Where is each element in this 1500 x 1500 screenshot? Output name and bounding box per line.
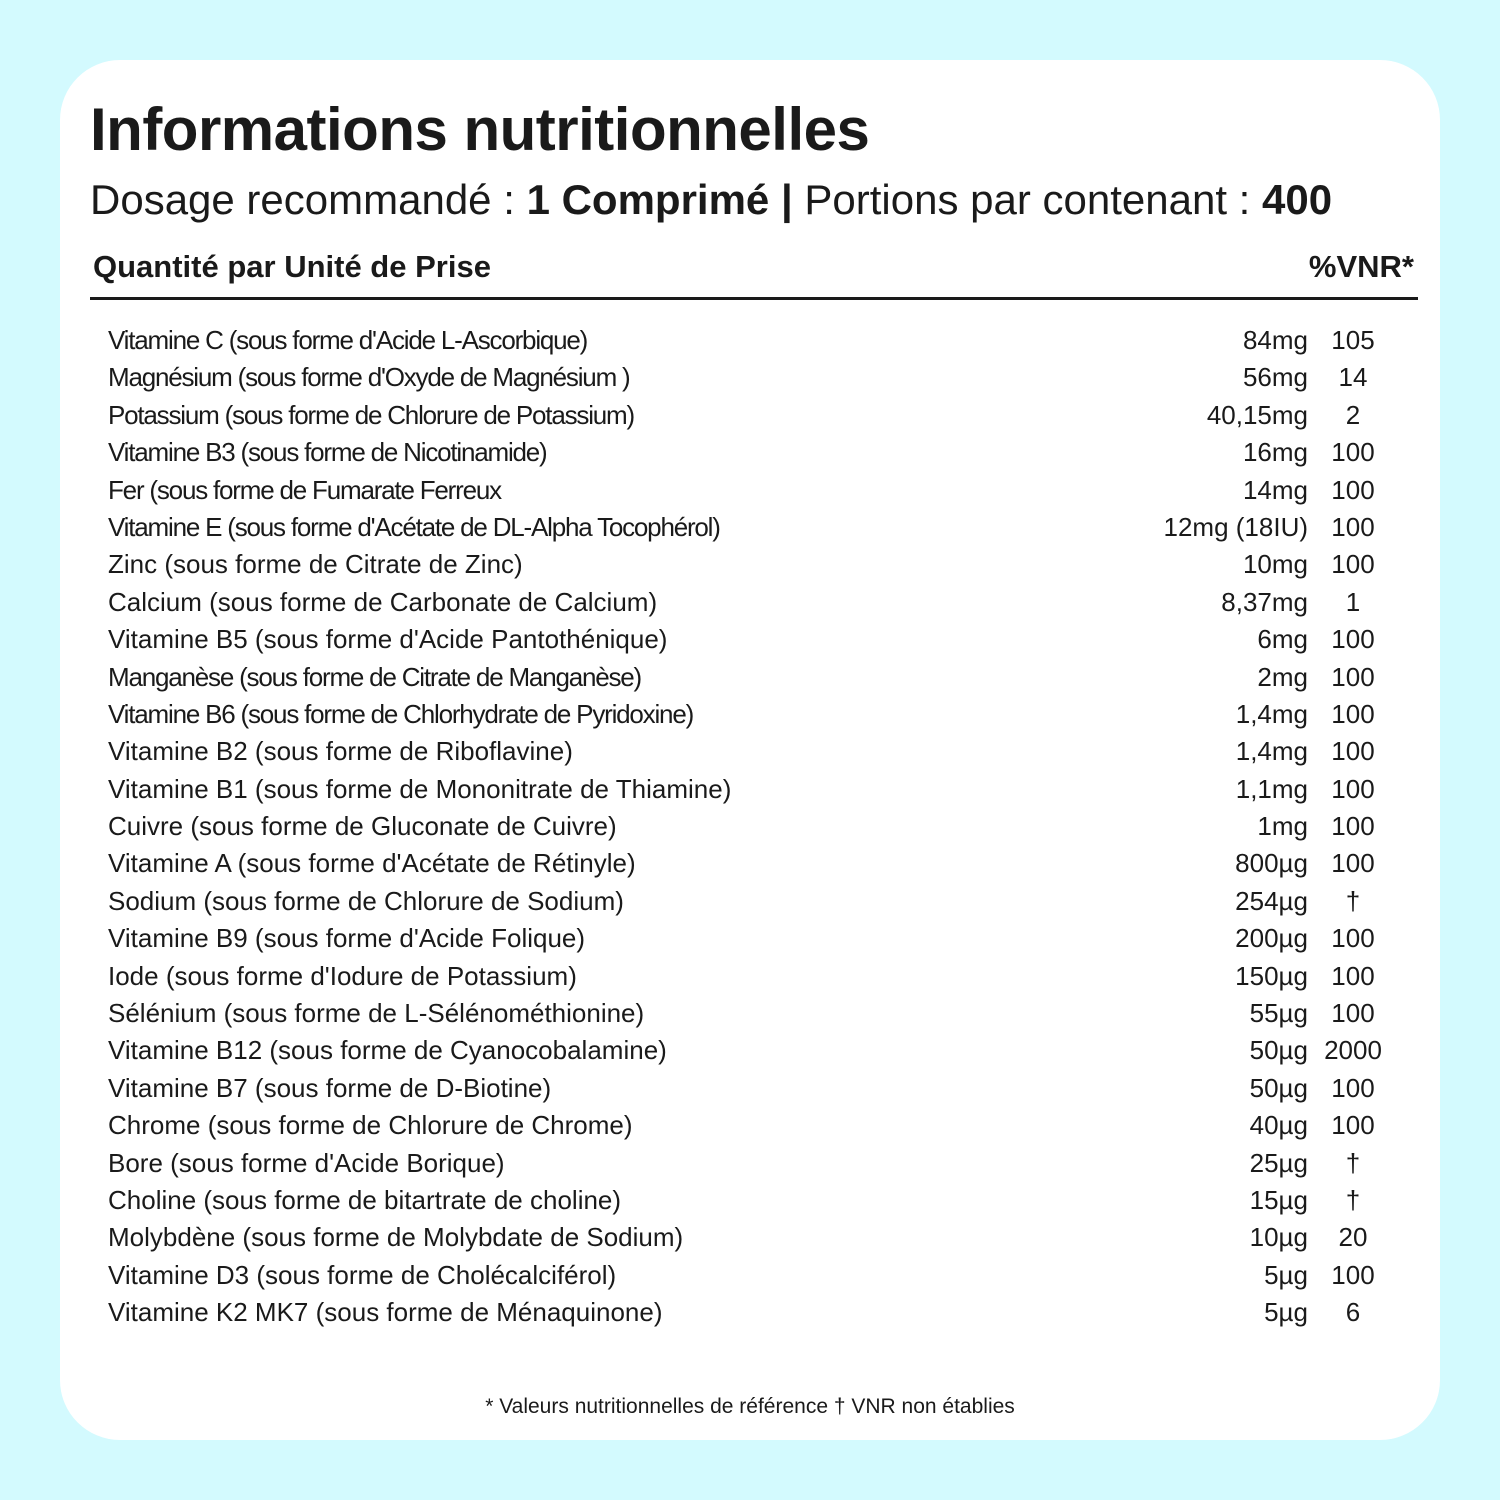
nutrient-amount: 6mg — [1257, 624, 1308, 655]
nutrient-name: Choline (sous forme de bitartrate de choline) — [108, 1184, 622, 1215]
nutrient-amount: 800µg — [1235, 848, 1308, 879]
nutrient-vnr: 1 — [1345, 586, 1361, 617]
nutrient-vnr: 105 — [1331, 325, 1375, 355]
table-row — [108, 1032, 1408, 1069]
table-row — [108, 546, 1408, 583]
nutrient-name: Vitamine B3 (sous forme de Nicotinamide) — [108, 437, 547, 468]
nutrient-name: Iode (sous forme d'Iodure de Potassium) — [108, 960, 577, 991]
nutrition-card — [60, 60, 1440, 1440]
portions-label: Portions par contenant : — [804, 176, 1263, 223]
table-row — [108, 1145, 1408, 1182]
nutrient-amount: 8,37mg — [1221, 586, 1308, 617]
nutrient-name: Molybdène (sous forme de Molybdate de Sodium) — [108, 1222, 684, 1253]
nutrient-amount: 56mg — [1242, 362, 1308, 393]
table-row — [108, 771, 1408, 808]
nutrient-amount: 5µg — [1264, 1297, 1308, 1328]
nutrient-name: Potassium (sous forme de Chlorure de Potassium) — [108, 399, 634, 430]
nutrient-name: Vitamine E (sous forme d'Acétate de DL-Alpha Tocophérol) — [108, 511, 720, 542]
nutrient-vnr: † — [1345, 885, 1361, 916]
nutrient-vnr: 100 — [1331, 474, 1375, 505]
nutrient-vnr: 2 — [1345, 399, 1361, 430]
nutrient-vnr: 100 — [1331, 624, 1375, 655]
nutrient-vnr: 100 — [1331, 661, 1375, 692]
table-row — [108, 1294, 1408, 1331]
nutrient-name: Vitamine K2 MK7 (sous forme de Ménaquinone) — [108, 1297, 663, 1328]
table-header — [90, 245, 1418, 300]
nutrient-name: Sodium (sous forme de Chlorure de Sodium) — [108, 885, 624, 916]
table-row — [108, 434, 1408, 471]
header-quantity: Quantité par Unité de Prise — [93, 249, 491, 284]
table-row — [108, 397, 1408, 434]
nutrient-vnr: 6 — [1345, 1297, 1361, 1328]
nutrient-vnr: † — [1345, 1184, 1361, 1215]
nutrient-amount: 150µg — [1235, 960, 1308, 991]
dosage-line — [90, 172, 1332, 228]
table-row — [108, 359, 1408, 396]
nutrient-name: Manganèse (sous forme de Citrate de Manganèse) — [108, 661, 642, 692]
nutrient-name: Cuivre (sous forme de Gluconate de Cuivre) — [108, 811, 617, 842]
nutrient-name: Vitamine B9 (sous forme d'Acide Folique) — [108, 923, 586, 954]
nutrient-name: Vitamine B12 (sous forme de Cyanocobalamine) — [108, 1035, 667, 1066]
nutrient-amount: 55µg — [1249, 998, 1308, 1029]
nutrient-vnr: 100 — [1331, 437, 1375, 468]
nutrient-amount: 1,4mg — [1235, 698, 1308, 729]
footnote: * Valeurs nutritionnelles de référence † VNR non établies — [485, 1395, 1015, 1418]
nutrient-name: Fer (sous forme de Fumarate Ferreux — [108, 474, 501, 505]
table-row — [108, 1219, 1408, 1256]
table-row — [108, 1257, 1408, 1294]
table-row — [108, 659, 1408, 696]
nutrient-amount: 40,15mg — [1206, 399, 1308, 430]
nutrient-amount: 1,1mg — [1235, 773, 1308, 804]
nutrient-amount: 84mg — [1242, 325, 1308, 355]
nutrient-name: Vitamine B2 (sous forme de Riboflavine) — [108, 736, 573, 767]
nutrient-name: Zinc (sous forme de Citrate de Zinc) — [108, 549, 523, 580]
portions-value: 400 — [1262, 176, 1333, 223]
nutrient-name: Bore (sous forme d'Acide Borique) — [108, 1147, 505, 1178]
nutrient-amount: 254µg — [1235, 885, 1308, 916]
nutrient-vnr: 100 — [1331, 1110, 1375, 1141]
table-row — [108, 584, 1408, 621]
nutrient-name: Vitamine A (sous forme d'Acétate de Rétinyle) — [108, 848, 636, 879]
nutrient-name: Magnésium (sous forme d'Oxyde de Magnésium ) — [108, 362, 630, 393]
nutrient-amount: 15µg — [1249, 1184, 1308, 1215]
nutrient-amount: 1,4mg — [1235, 736, 1308, 767]
nutrient-amount: 40µg — [1249, 1110, 1308, 1141]
nutrient-name: Calcium (sous forme de Carbonate de Calcium) — [108, 586, 658, 617]
table-row — [108, 1070, 1408, 1107]
nutrient-amount: 14mg — [1242, 474, 1308, 505]
header-vnr: %VNR* — [1308, 249, 1414, 284]
nutrient-amount: 5µg — [1264, 1259, 1308, 1290]
nutrient-vnr: 100 — [1331, 698, 1375, 729]
nutrient-amount: 1mg — [1257, 811, 1308, 842]
table-row — [108, 509, 1408, 546]
table-row — [108, 621, 1408, 658]
dosage-label: Dosage recommandé : — [90, 176, 527, 223]
dosage-separator: | — [769, 176, 805, 223]
nutrient-name: Vitamine B1 (sous forme de Mononitrate de Thiamine) — [108, 773, 732, 804]
nutrient-vnr: 100 — [1331, 773, 1375, 804]
table-row — [108, 958, 1408, 995]
page-title: Informations nutritionnelles — [90, 96, 870, 163]
nutrient-name: Chrome (sous forme de Chlorure de Chrome) — [108, 1110, 633, 1141]
nutrient-vnr: 2000 — [1324, 1035, 1382, 1066]
table-row — [108, 995, 1408, 1032]
nutrient-vnr: 100 — [1331, 511, 1375, 542]
nutrient-vnr: 14 — [1338, 362, 1368, 393]
nutrient-name: Vitamine B7 (sous forme de D-Biotine) — [108, 1072, 552, 1103]
nutrient-amount: 12mg (18IU) — [1163, 511, 1308, 542]
nutrient-vnr: 100 — [1331, 998, 1375, 1029]
nutrient-amount: 16mg — [1242, 437, 1308, 468]
nutrient-vnr: 100 — [1331, 1072, 1375, 1103]
table-row — [108, 808, 1408, 845]
table-row — [108, 472, 1408, 509]
nutrient-amount: 50µg — [1249, 1035, 1308, 1066]
dosage-value: 1 Comprimé — [526, 176, 770, 223]
table-row — [108, 1182, 1408, 1219]
nutrient-vnr: † — [1345, 1147, 1361, 1178]
table-row — [108, 845, 1408, 882]
nutrient-amount: 25µg — [1249, 1147, 1308, 1178]
nutrient-amount: 10mg — [1242, 549, 1308, 580]
nutrient-vnr: 100 — [1331, 811, 1375, 842]
table-row — [108, 1107, 1408, 1144]
nutrient-name: Vitamine D3 (sous forme de Cholécalciférol) — [108, 1259, 617, 1290]
nutrient-name: Vitamine B5 (sous forme d'Acide Pantothénique) — [108, 624, 668, 655]
nutrient-vnr: 20 — [1338, 1222, 1368, 1253]
table-row — [108, 733, 1408, 770]
nutrient-table — [108, 322, 1408, 1332]
nutrient-amount: 10µg — [1249, 1222, 1308, 1253]
nutrient-vnr: 100 — [1331, 923, 1375, 954]
nutrient-name: Vitamine B6 (sous forme de Chlorhydrate de Pyridoxine) — [108, 698, 694, 729]
table-row — [108, 883, 1408, 920]
nutrient-vnr: 100 — [1331, 736, 1375, 767]
nutrient-name: Vitamine C (sous forme d'Acide L-Ascorbique) — [108, 325, 588, 355]
nutrient-vnr: 100 — [1331, 1259, 1375, 1290]
nutrient-amount: 50µg — [1249, 1072, 1308, 1103]
table-row — [108, 696, 1408, 733]
nutrient-vnr: 100 — [1331, 960, 1375, 991]
nutrient-vnr: 100 — [1331, 848, 1375, 879]
table-row — [108, 322, 1408, 359]
nutrient-amount: 2mg — [1257, 661, 1308, 692]
nutrient-amount: 200µg — [1235, 923, 1308, 954]
nutrient-name: Sélénium (sous forme de L-Sélénométhionine) — [108, 998, 645, 1029]
table-row — [108, 920, 1408, 957]
nutrient-vnr: 100 — [1331, 549, 1375, 580]
